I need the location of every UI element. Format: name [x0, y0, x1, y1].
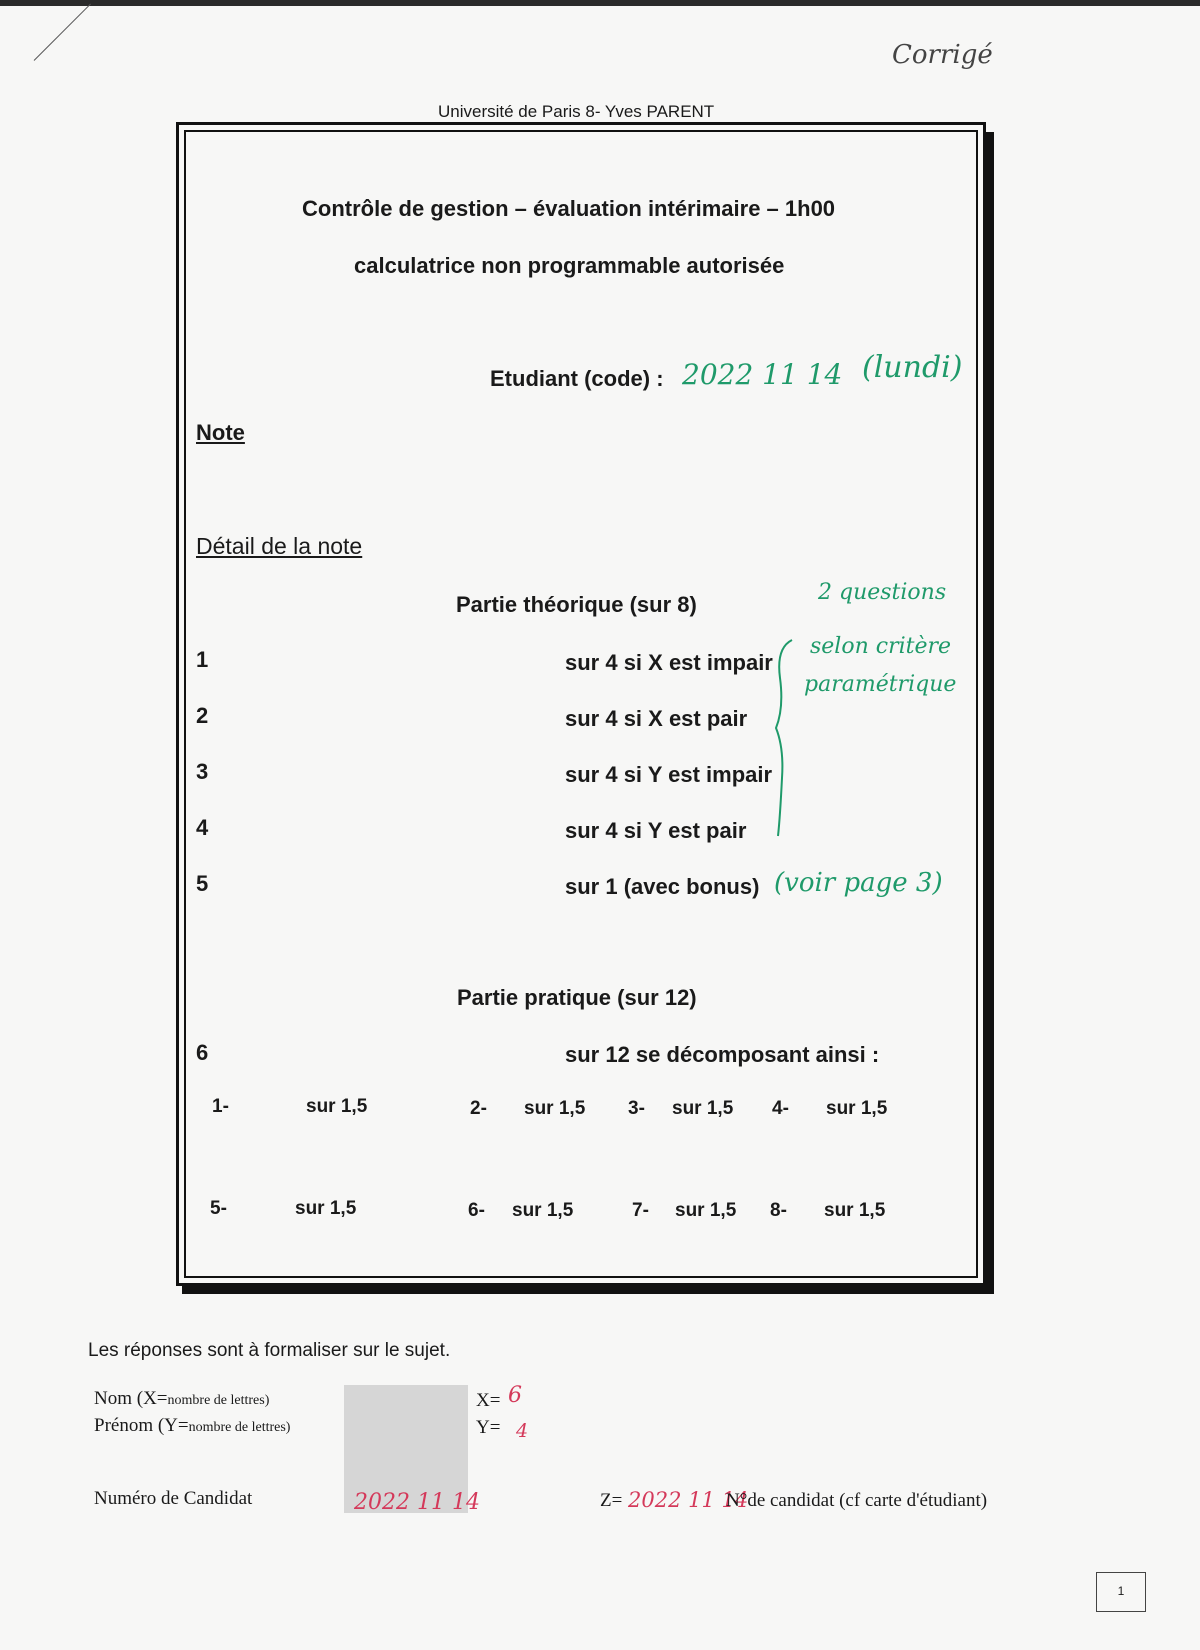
practice-sub-num: 7- — [632, 1200, 649, 1221]
practice-sub-num: 3- — [628, 1098, 645, 1119]
practice-sub-value: sur 1,5 — [672, 1098, 734, 1119]
exam-subtitle: calculatrice non programmable autorisée — [354, 253, 785, 278]
candidate-number-label: Numéro de Candidat — [94, 1488, 253, 1509]
scan-top-edge — [0, 0, 1200, 6]
theory-annotation-line1: 2 questions — [818, 580, 947, 605]
nom-label-small: nombre de lettres) — [167, 1393, 270, 1408]
practice-sub-value: sur 1,5 — [512, 1200, 574, 1221]
note-heading: Note — [196, 420, 245, 445]
practice-item-text: sur 12 se décomposant ainsi : — [565, 1042, 880, 1067]
corrige-handwritten-note: Corrigé — [892, 40, 993, 70]
brace-mark — [770, 638, 800, 838]
theory-heading: Partie théorique (sur 8) — [456, 592, 697, 617]
practice-sub-num: 1- — [212, 1096, 229, 1117]
theory-item-text: sur 4 si Y est pair — [565, 818, 747, 843]
prenom-label-text: Prénom (Y= — [94, 1415, 189, 1436]
practice-sub-value: sur 1,5 — [824, 1200, 886, 1221]
bonus-page-note: (voir page 3) — [774, 868, 943, 898]
theory-item-text: sur 4 si X est impair — [565, 650, 773, 675]
practice-sub-value: sur 1,5 — [306, 1096, 368, 1117]
nom-label-text: Nom (X= — [94, 1388, 168, 1409]
page-number: 1 — [1096, 1572, 1146, 1612]
theory-annotation-line3: paramétrique — [804, 672, 957, 697]
instructions-text: Les réponses sont à formaliser sur le sujet. — [88, 1340, 451, 1361]
practice-sub-value: sur 1,5 — [675, 1200, 737, 1221]
prenom-label-small: nombre de lettres) — [188, 1420, 291, 1435]
candidate-number-handwritten: 2022 11 14 — [354, 1490, 480, 1515]
student-code-label: Etudiant (code) : — [490, 366, 664, 391]
theory-item-num: 1 — [196, 647, 209, 672]
z-label: Z= — [600, 1490, 623, 1511]
pen-stroke — [34, 4, 91, 61]
nom-label — [94, 1388, 269, 1410]
z-note: N°de candidat (cf carte d'étudiant) — [726, 1490, 988, 1511]
theory-item-text: sur 1 (avec bonus) — [565, 874, 760, 899]
practice-heading: Partie pratique (sur 12) — [457, 985, 697, 1010]
university-header: Université de Paris 8- Yves PARENT — [438, 102, 715, 121]
theory-item-num: 3 — [196, 759, 209, 784]
y-value: 4 — [516, 1420, 529, 1442]
practice-sub-num: 8- — [770, 1200, 787, 1221]
theory-item-num: 4 — [196, 815, 209, 840]
practice-sub-num: 2- — [470, 1098, 487, 1119]
detail-heading: Détail de la note — [196, 533, 363, 559]
theory-item-text: sur 4 si Y est impair — [565, 762, 773, 787]
practice-sub-value: sur 1,5 — [524, 1098, 586, 1119]
practice-sub-num: 6- — [468, 1200, 485, 1221]
theory-item-num: 5 — [196, 871, 209, 896]
practice-item-num: 6 — [196, 1040, 209, 1065]
theory-annotation-line2: selon critère — [810, 634, 952, 659]
prenom-label — [94, 1415, 290, 1437]
practice-sub-num: 4- — [772, 1098, 789, 1119]
x-label: X= — [476, 1390, 501, 1411]
y-label: Y= — [476, 1417, 501, 1438]
x-value: 6 — [508, 1383, 522, 1408]
theory-item-num: 2 — [196, 703, 209, 728]
practice-sub-num: 5- — [210, 1198, 227, 1219]
z-value: 2022 11 14 — [628, 1488, 749, 1512]
theory-item-text: sur 4 si X est pair — [565, 706, 748, 731]
practice-sub-value: sur 1,5 — [826, 1098, 888, 1119]
practice-sub-value: sur 1,5 — [295, 1198, 357, 1219]
student-day-handwritten: (lundi) — [862, 350, 963, 385]
exam-title: Contrôle de gestion – évaluation intérimaire – 1h00 — [302, 196, 836, 221]
student-code-handwritten: 2022 11 14 — [682, 358, 843, 391]
